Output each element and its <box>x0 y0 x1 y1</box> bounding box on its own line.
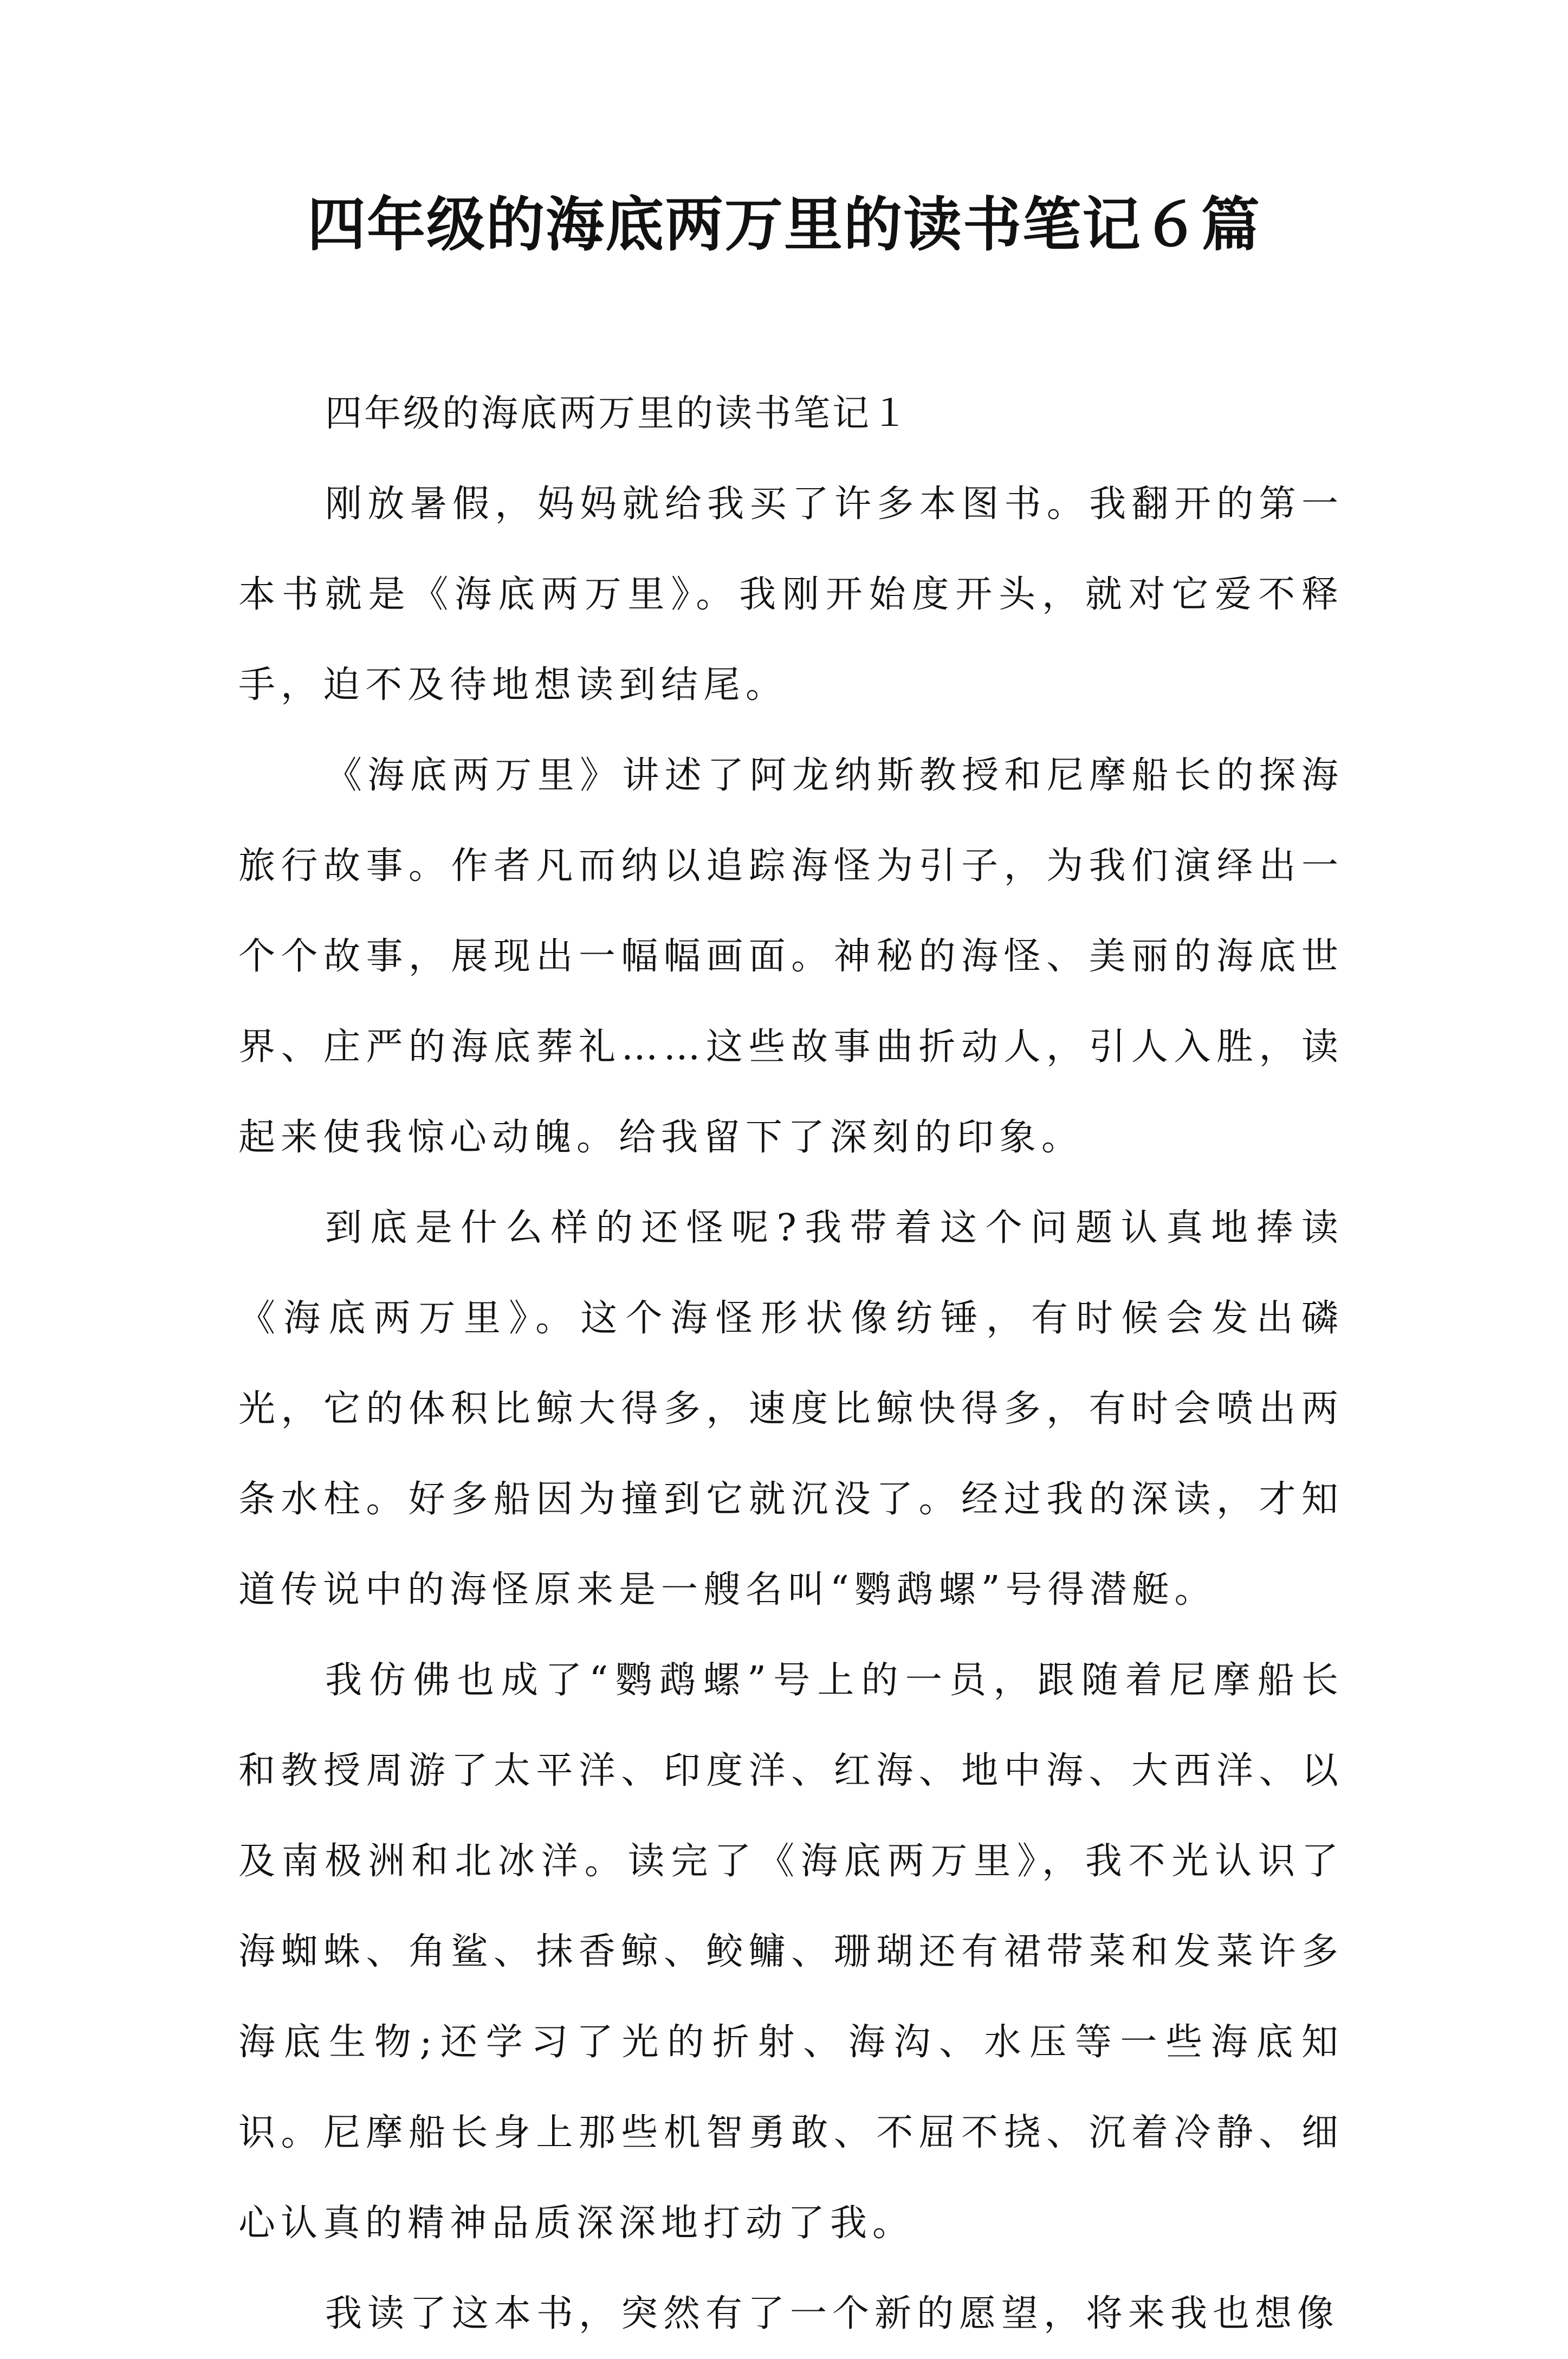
paragraph-1: 刚放暑假，妈妈就给我买了许多本图书。我翻开的第一本书就是《海底两万里》。我刚开始度开头，就对它爱不释手，迫不及待地想读到结尾。 <box>238 483 1344 707</box>
document-body <box>238 368 1344 2359</box>
paragraph-2: 《海底两万里》讲述了阿龙纳斯教授和尼摩船长的探海旅行故事。作者凡而纳以追踪海怪为引子，为我们演绎出一个个故事，展现出一幅幅画面。神秘的海怪、美丽的海底世界、庄严的海底葬礼……这些故事曲折动人，引人入胜，读起来使我惊心动魄。给我留下了深刻的印象。 <box>238 754 1344 1159</box>
section-heading: 四年级的海底两万里的读书笔记１ <box>325 392 911 435</box>
paragraph-3: 到底是什么样的还怪呢?我带着这个问题认真地捧读《海底两万里》。这个海怪形状像纺锤，有时候会发出磷光，它的体积比鲸大得多，速度比鲸快得多，有时会喷出两条水柱。好多船因为撞到它就沉没了。经过我的深读，才知道传说中的海怪原来是一艘名叫“鹦鹉螺”号得潜艇。 <box>238 1207 1344 1611</box>
document-title: 四年级的海底两万里的读书笔记６篇 <box>307 191 1261 259</box>
paragraph-5: 我读了这本书，突然有了一个新的愿望，将来我也想像 <box>325 2292 1340 2335</box>
paragraph-4: 我仿佛也成了“鹦鹉螺”号上的一员，跟随着尼摩船长和教授周游了太平洋、印度洋、红海、地中海、大西洋、以及南极洲和北冰洋。读完了《海底两万里》，我不光认识了海蜘蛛、角鲨、抹香鲸、鲛鳙、珊瑚还有裙带菜和发菜许多海底生物;还学习了光的折射、海沟、水压等一些海底知识。尼摩船长身上那些机智勇敢、不屈不挠、沉着冷静、细心认真的精神品质深深地打动了我。 <box>238 1659 1344 2245</box>
